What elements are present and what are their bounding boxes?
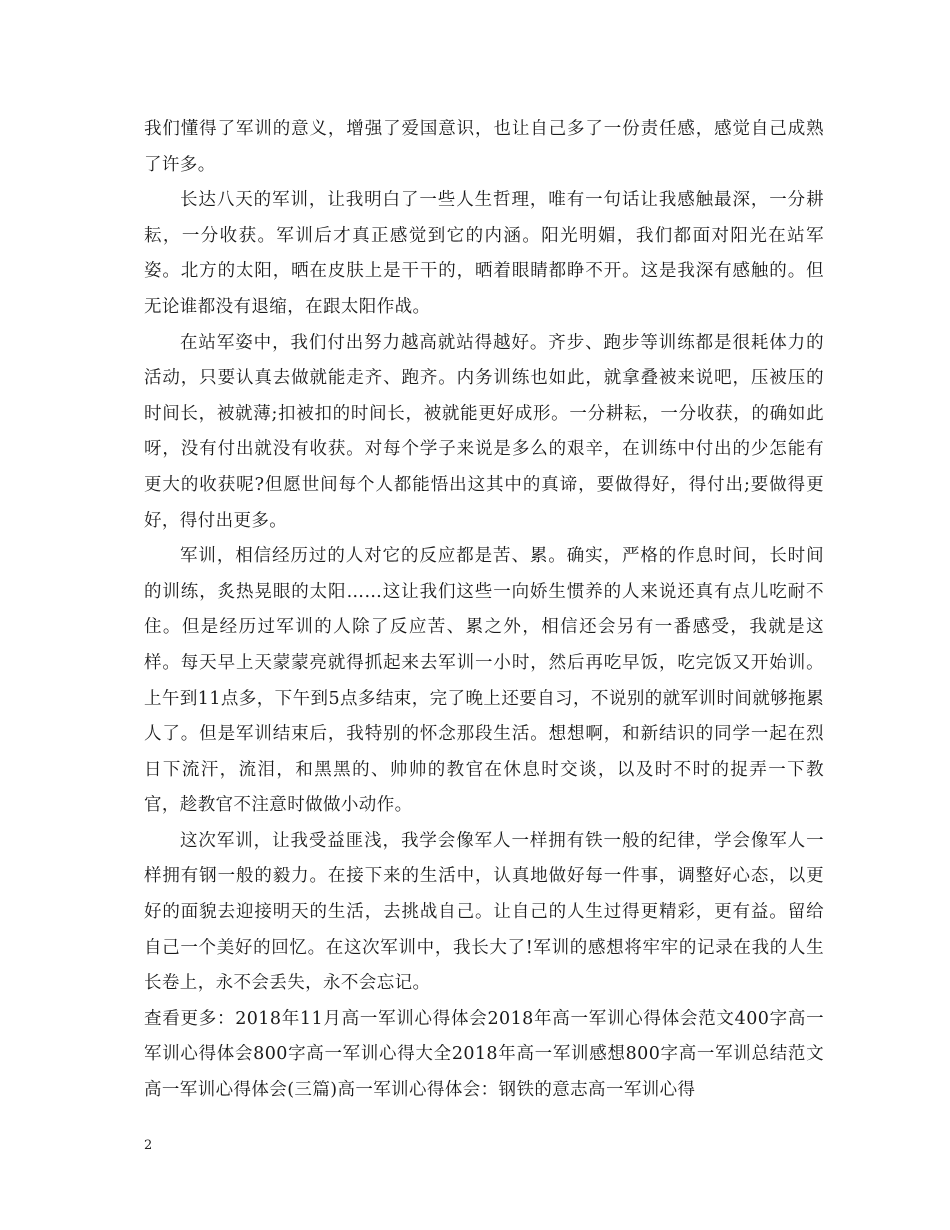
paragraph-effort: 在站军姿中，我们付出努力越高就站得越好。齐步、跑步等训练都是很耗体力的活动，只要认真去做就能走齐、跑齐。内务训练也如此，就拿叠被来说吧，压被压的时间长，被就薄;扣被扣的时间长，被就能更好成形。一分耕耘，一分收获，的确如此呀，没有付出就没有收获。对每个学子来说是多么的艰辛，在训练中付出的少怎能有更大的收获呢?但愿世间每个人都能悟出这其中的真谛，要做得好，得付出;要做得更好，得付出更多。: [144, 332, 824, 531]
paragraph-hardship: 军训，相信经历过的人对它的反应都是苦、累。确实，严格的作息时间，长时间的训练，炙热晃眼的太阳……这让我们这些一向娇生惯养的人来说还真有点儿吃耐不住。但是经历过军训的人除了反应苦、累之外，相信还会另有一番感受，我就是这样。每天早上天蒙蒙亮就得抓起来去军训一小时，然后再吃早饭，吃完饭又开始训。上午到11点多，下午到5点多结束，完了晚上还要自习，不说别的就军训时间就够拖累人了。但是军训结束后，我特别的怀念那段生活。想想啊，和新结识的同学一起在烈日下流汗，流泪，和黑黑的、帅帅的教官在休息时交谈，以及时不时的捉弄一下教官，趁教官不注意时做做小动作。: [144, 546, 824, 816]
page-number: 2: [144, 1138, 153, 1153]
document-body: [144, 112, 824, 1109]
related-links-text: 查看更多：2018年11月高一军训心得体会2018年高一军训心得体会范文400字高一军训心得体会800字高一军训心得大全2018年高一军训感想800字高一军训总结范文高一军训心得体会(三篇)高一军训心得体会：钢铁的意志高一军训心得: [144, 1008, 824, 1101]
paragraph-conclusion: 这次军训，让我受益匪浅，我学会像军人一样拥有铁一般的纪律，学会像军人一样拥有钢一般的毅力。在接下来的生活中，认真地做好每一件事，调整好心态，以更好的面貌去迎接明天的生活，去挑战自己。让自己的人生过得更精彩，更有益。留给自己一个美好的回忆。在这次军训中，我长大了!军训的感想将牢牢的记录在我的人生长卷上，永不会丢失，永不会忘记。: [144, 830, 824, 994]
paragraph-lessons: 长达八天的军训，让我明白了一些人生哲理，唯有一句话让我感触最深，一分耕耘，一分收获。军训后才真正感觉到它的内涵。阳光明媚，我们都面对阳光在站军姿。北方的太阳，晒在皮肤上是干干的，晒着眼睛都睁不开。这是我深有感触的。但无论谁都没有退缩，在跟太阳作战。: [144, 190, 824, 317]
paragraph-continuation: 我们懂得了军训的意义，增强了爱国意识，也让自己多了一份责任感，感觉自己成熟了许多。: [144, 119, 824, 175]
